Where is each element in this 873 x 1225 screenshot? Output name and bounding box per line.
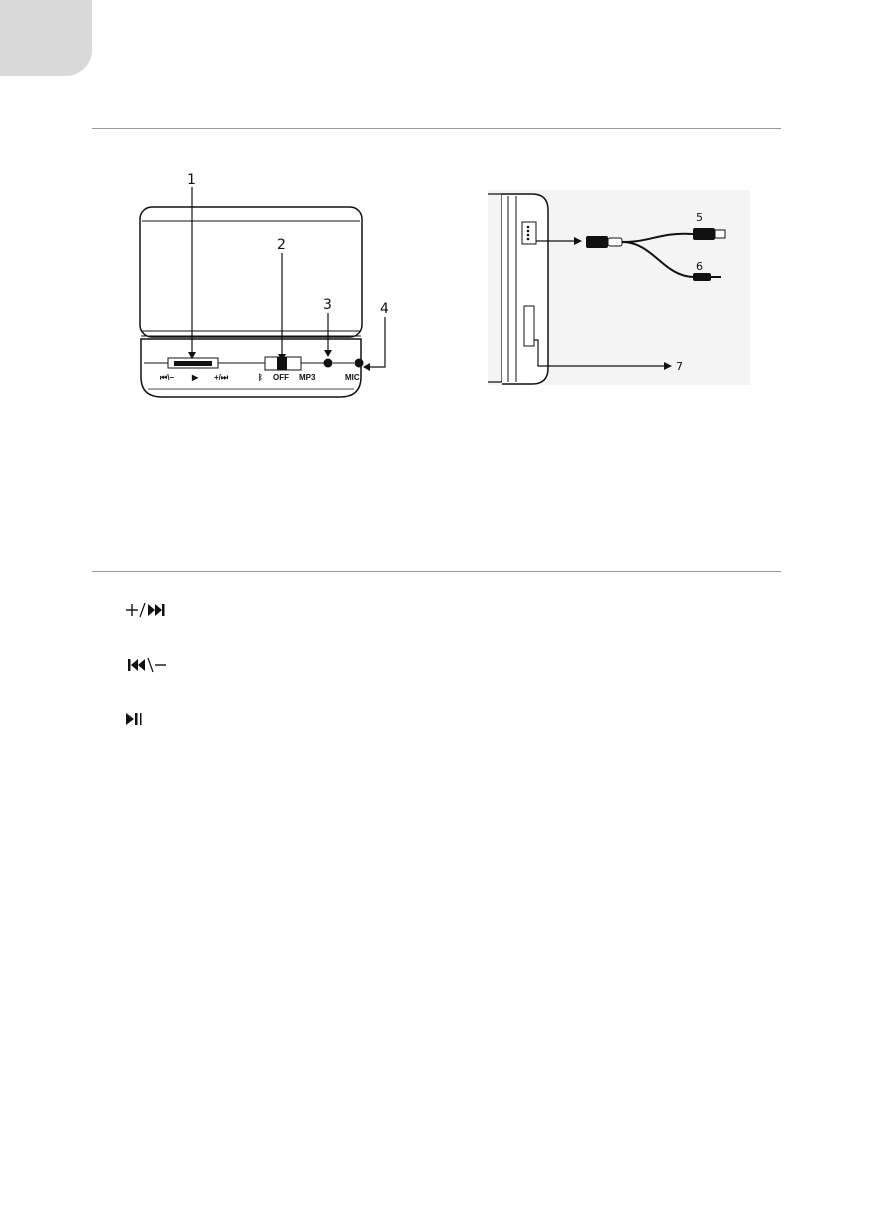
callout-4: 4	[380, 301, 389, 317]
aux-plug	[693, 273, 711, 281]
label-prev-minus: ⏮\−	[160, 373, 175, 382]
label-bt: ᛒ	[258, 373, 263, 382]
callout-2: 2	[277, 237, 286, 253]
middle-divider	[92, 571, 781, 572]
callout-3: 3	[323, 297, 332, 313]
label-plus-next: +/⏭	[214, 373, 229, 382]
callout-7: 7	[676, 360, 683, 373]
speaker-front-diagram	[130, 165, 410, 405]
play-pause-icon	[124, 710, 148, 728]
plus-next-icon	[124, 601, 168, 619]
legend-row-plus-next	[124, 600, 168, 620]
aux-jack	[324, 359, 333, 368]
mic-hole	[355, 359, 364, 368]
top-divider	[92, 128, 781, 129]
legend-row-prev-minus	[124, 655, 168, 675]
label-play: ▶︎	[192, 373, 199, 382]
callout-1: 1	[187, 172, 196, 188]
callout-5: 5	[696, 211, 703, 224]
prev-minus-icon	[124, 656, 168, 674]
page-tab-marker	[0, 0, 92, 76]
usb-plug	[693, 228, 715, 240]
card-slot	[524, 306, 534, 346]
legend-row-play-pause	[124, 709, 148, 729]
label-off: OFF	[273, 373, 289, 382]
callout-6: 6	[696, 260, 703, 273]
mini-usb-port	[522, 222, 536, 244]
label-mp3: MP3	[299, 373, 316, 382]
label-mic: MIC	[345, 373, 360, 382]
mini-usb-plug	[586, 236, 608, 248]
speaker-body	[140, 207, 362, 337]
speaker-side-diagram	[488, 190, 750, 390]
